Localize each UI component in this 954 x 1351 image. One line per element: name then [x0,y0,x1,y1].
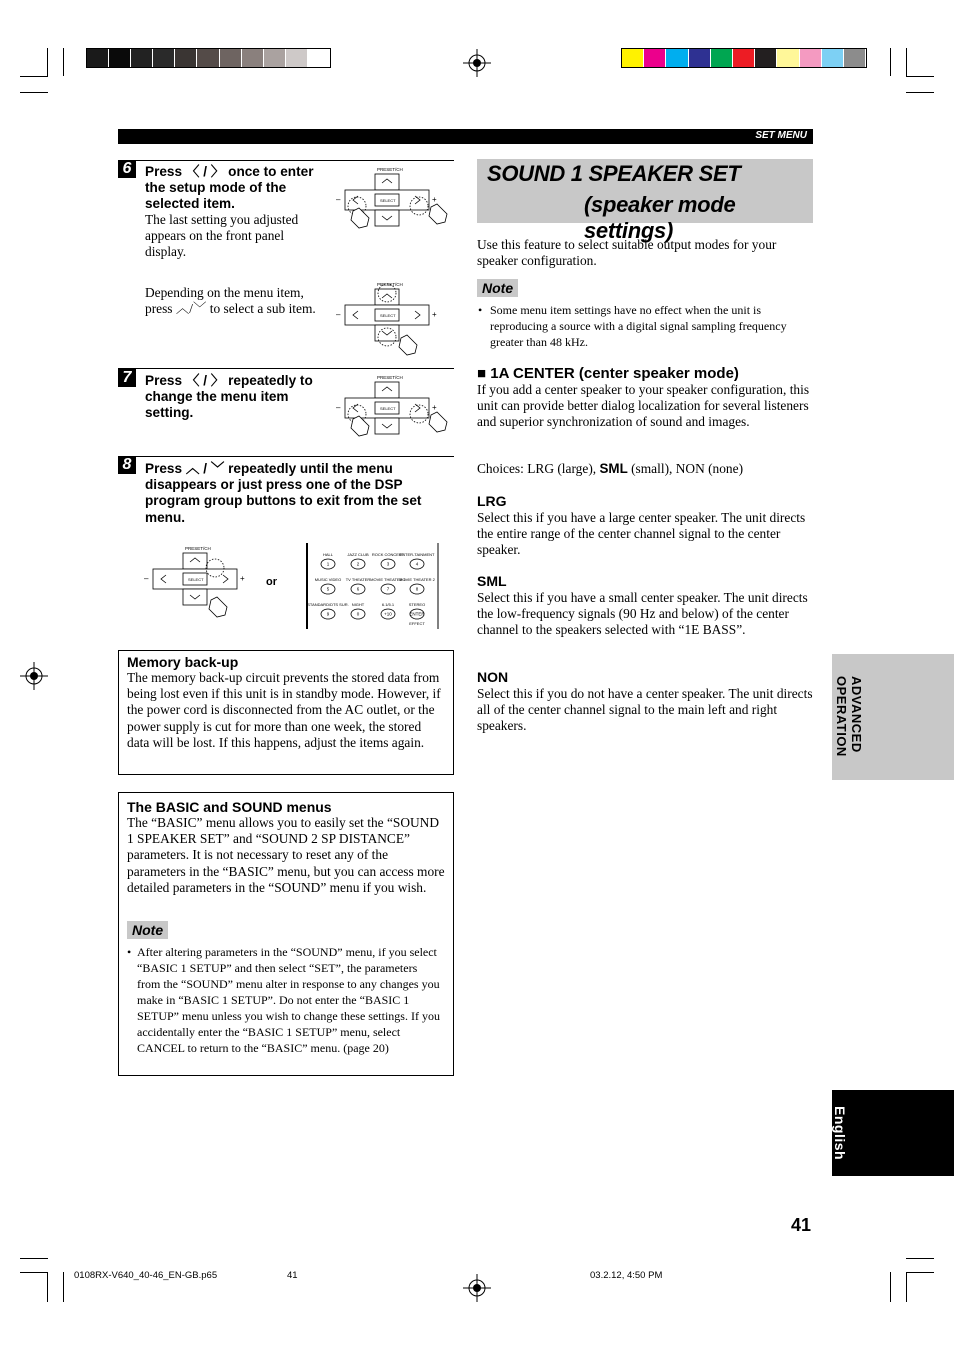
crop-mark [63,1272,64,1302]
crop-mark [20,1272,48,1273]
page-title: SOUND 1 SPEAKER SET [487,161,741,186]
lrg-title: LRG [477,493,507,509]
crop-mark [906,1258,934,1259]
color-swatch [733,49,755,67]
step-6-body: The last setting you adjusted appears on the front panel display. [145,212,299,260]
lrg-body: Select this if you have a large center speaker. The unit directs the entire range of the center channel signal to the center speaker. [477,510,806,558]
basic-sound-body: The “BASIC” menu allows you to easily set the “SOUND 1 SPEAKER SET” and “SOUND 2 SP DISTANCE” parameters. It is not necessary to reset any of the parameters in the “BASIC” menu, but you can access more detailed parameters in the “SOUND” menu if you wish. [127,815,445,895]
minus-label: – [144,574,149,583]
memory-backup-body: The memory back-up circuit prevents the stored data from being lost even if this unit is in standby mode. However, if the power cord is disconnected from the AC outlet, or the power supply is cut for more than one week, the stored data will be lost. If this happens, adjust the items again. [127,670,441,750]
step-7-number: 7 [118,369,136,387]
dsp-label: NIGHT [351,602,365,607]
minus-label: – [336,195,341,204]
step-6-number: 6 [118,160,136,178]
color-swatch [689,49,711,67]
step-6-sub: Depending on the menu item, press ︿/﹀ to select a sub item. [145,285,316,317]
sml-body: Select this if you have a small center speaker. The unit directs the low-frequency signals (90 Hz and below) of the center channel to the speakers selected with “1E BASS”. [477,590,808,638]
remote-pad-up-down [335,280,453,356]
grayscale-swatch [308,49,330,67]
left-right-icon: 〈 / 〉 [185,373,225,388]
right-note: Some menu item settings have no effect when the unit is reproducing a source with a digital signal sampling frequency greater than 48 kHz. [490,303,787,349]
crop-mark [890,48,891,76]
dsp-label: STEREO [408,602,426,607]
basic-sound-box [118,792,454,1076]
color-swatch [822,49,844,67]
select-label: SELECT [380,406,396,411]
choices-text: Choices: LRG (large), SML (small), NON (none) [477,461,744,476]
select-label: SELECT [380,313,396,318]
memory-backup-box [118,650,454,775]
dsp-button-number: +10 [384,611,392,617]
dsp-button-number: 5 [326,586,330,592]
preset-label: PRESET/CH [185,546,211,551]
memory-backup-title: Memory back-up [127,654,239,670]
plus-label: + [240,574,245,583]
grayscale-swatch [197,49,219,67]
minus-label: – [336,403,341,412]
select-label: SELECT [188,577,204,582]
dsp-button-number: 9 [326,611,330,617]
section-body: If you add a center speaker to your speaker configuration, this unit can provide better dialog localization for several listeners and superior synchronization of sound and images. [477,382,810,430]
sml-title: SML [477,573,507,589]
plus-label: + [432,195,437,204]
step-8-number: 8 [118,456,136,474]
page-number: 41 [791,1215,812,1235]
crop-mark [906,76,934,77]
preset-label: PRESET/CH [377,375,403,380]
registration-mark-bottom [463,1274,491,1302]
up-down-icon: ︿/﹀ [175,301,207,317]
basic-sound-title: The BASIC and SOUND menus [127,799,332,815]
grayscale-swatch [153,49,175,67]
plus-label: + [432,403,437,412]
note-badge: Note [127,921,168,939]
dsp-button-number: ENTER [409,611,425,617]
dsp-label: TV THEATER [345,577,371,582]
step-rule [118,368,454,369]
dsp-button-panel [306,543,440,629]
color-swatch [844,49,866,67]
crop-mark [47,48,48,76]
grayscale-swatch [109,49,131,67]
intro-text: Use this feature to select suitable output modes for your speaker configuration. [477,237,777,269]
color-swatch [800,49,822,67]
advanced-operation-label: ADVANCED OPERATION [834,676,864,757]
color-bar [621,48,867,68]
dsp-label: 6.1/5.1 [381,602,395,607]
dsp-label: JAZZ CLUB [347,552,369,557]
hand-icon [351,208,369,228]
page-subtitle: (speaker mode settings) [584,192,736,243]
footer-file-page: 41 [287,1270,298,1281]
plus-label: + [432,310,437,319]
registration-mark-top [463,49,491,77]
advanced-operation-tab [832,654,954,780]
dsp-button-number: 2 [356,561,360,567]
crop-mark [20,76,48,77]
english-label: English [832,1106,848,1161]
crop-mark [20,92,48,93]
hand-icon [351,416,369,436]
step-rule [118,160,454,161]
dsp-button-number: 0 [356,611,360,617]
dsp-button-number: 8 [415,586,419,592]
non-body: Select this if you do not have a center speaker. The unit directs all of the center channel signal to the main left and right speakers. [477,686,813,734]
section-label: SET MENU [755,130,807,141]
preset-label: PRESET/CH [377,282,403,287]
hand-icon [209,597,227,617]
bullet: • [127,945,132,959]
dsp-label: ROCK CONCERT [371,552,405,557]
hand-icon [429,412,447,432]
minus-label: – [336,310,341,319]
dsp-label: MOVIE THEATER 1 [370,577,406,582]
grayscale-swatch [242,49,264,67]
footer-file-name: 0108RX-V640_40-46_EN-GB.p65 [74,1270,218,1281]
bullet: • [478,303,483,317]
note-badge: Note [477,279,518,297]
color-swatch [644,49,666,67]
color-swatch [666,49,688,67]
hand-icon [399,335,417,355]
or-label: or [266,576,277,588]
square-bullet-icon: ■ [477,365,487,382]
grayscale-swatch [175,49,197,67]
header-bar [118,129,813,144]
up-down-icon: ︿ / ﹀ [185,461,225,476]
dsp-button-number: 1 [326,561,330,567]
dsp-label: MOVIE THEATER 2 [399,577,435,582]
crop-mark [890,1272,891,1302]
grayscale-swatch [131,49,153,67]
dsp-button-number: 4 [415,561,419,567]
remote-pad-left-right [335,373,453,443]
basic-sound-note: After altering parameters in the “SOUND” menu, if you select “BASIC 1 SETUP” and then select “SET”, the parameters from the “SOUND” menu alter in response to any changes you make in “BASIC 1 SETUP”. Do not enter the “BASIC 1 SETUP” menu unless you wish to change these settings. If you accidentally enter the “BASIC 1 SETUP” menu, select CANCEL to return to the “BASIC” menu. (page 20) [137,945,440,1055]
english-tab [832,1090,954,1176]
step-rule [118,456,454,457]
remote-pad-left-right [335,165,453,235]
color-swatch [622,49,644,67]
step-6-instruction: Press 〈 / 〉 once to enter the setup mode of the selected item. [145,164,314,212]
color-swatch [755,49,777,67]
grayscale-swatch [220,49,242,67]
effect-label: EFFECT [409,621,425,626]
left-right-icon: 〈 / 〉 [185,164,225,179]
non-title: NON [477,669,509,685]
grayscale-swatch [264,49,286,67]
select-label: SELECT [380,198,396,203]
crop-mark [906,1272,907,1302]
crop-mark [906,1272,934,1273]
preset-label: PRESET/CH [377,167,403,172]
dsp-button-number: 3 [386,561,390,567]
dsp-label: MUSIC VIDEO [314,577,342,582]
grayscale-bar [86,48,331,68]
registration-mark-left [20,662,48,690]
crop-mark [906,92,934,93]
dsp-label: STANDARD/DTS SUR. [307,602,349,607]
grayscale-swatch [286,49,308,67]
crop-mark [47,1272,48,1302]
grayscale-swatch [87,49,109,67]
dsp-label: HALL [322,552,334,557]
step-8-instruction: Press ︿ / ﹀ repeatedly until the menu disappears or just press one of the DSP program group buttons to exit from the set menu. [145,461,422,525]
color-swatch [711,49,733,67]
crop-mark [20,1258,48,1259]
section-heading: ■ 1A CENTER (center speaker mode) [477,365,739,382]
footer-date: 03.2.12, 4:50 PM [590,1270,663,1281]
step-7-instruction: Press 〈 / 〉 repeatedly to change the menu item setting. [145,373,313,421]
dsp-button-number: 6 [356,586,360,592]
crop-mark [63,48,64,76]
hand-icon [429,204,447,224]
dsp-label: ENTER-TAINMENT [399,552,435,557]
dsp-button-number: 7 [386,586,390,592]
crop-mark [906,48,907,76]
remote-pad-up-down [143,544,261,624]
color-swatch [777,49,799,67]
title-banner [477,159,813,243]
